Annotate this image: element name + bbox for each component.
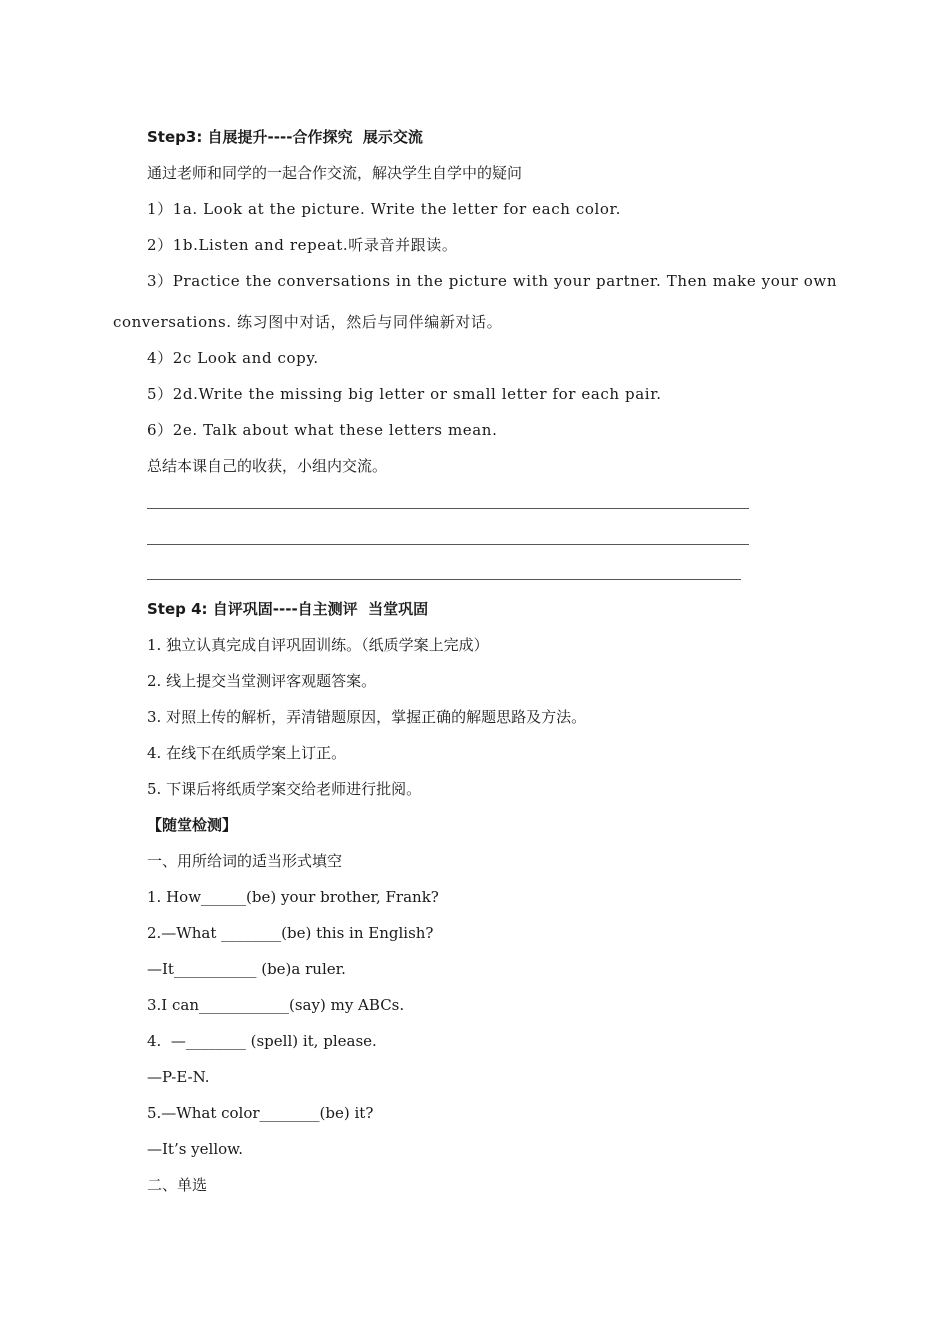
answer-line	[147, 508, 749, 509]
step4-item-5: 5. 下课后将纸质学案交给老师进行批阅。	[147, 780, 422, 798]
step4-item-2: 2. 线上提交当堂测评客观题答案。	[147, 672, 377, 690]
quiz-question-5-answer: —It’s yellow.	[147, 1140, 243, 1158]
step3-item-3-continued: conversations. 练习图中对话，然后与同伴编新对话。	[113, 313, 503, 331]
quiz-question-1: 1. How______(be) your brother, Frank?	[147, 888, 439, 906]
quiz-section-1-title: 一、用所给词的适当形式填空	[147, 852, 343, 870]
step3-item-2: 2）1b.Listen and repeat.听录音并跟读。	[147, 236, 458, 254]
quiz-question-2: 2.—What ________(be) this in English?	[147, 924, 434, 942]
answer-line	[147, 544, 749, 545]
step4-heading: Step 4: 自评巩固----自主测评 当堂巩固	[147, 600, 429, 618]
step3-summary: 总结本课自己的收获，小组内交流。	[147, 457, 388, 475]
step4-item-3: 3. 对照上传的解析，弄清错题原因，掌握正确的解题思路及方法。	[147, 708, 587, 726]
quiz-question-4-answer: —P-E-N.	[147, 1068, 210, 1086]
step3-item-1: 1）1a. Look at the picture. Write the letter for each color.	[147, 200, 621, 218]
step3-heading: Step3: 自展提升----合作探究 展示交流	[147, 128, 423, 146]
quiz-heading: 【随堂检测】	[147, 816, 238, 834]
step4-item-1: 1. 独立认真完成自评巩固训练。（纸质学案上完成）	[147, 636, 489, 654]
step3-item-3: 3）Practice the conversations in the picture with your partner. Then make your own	[147, 272, 838, 290]
step3-intro: 通过老师和同学的一起合作交流，解决学生自学中的疑问	[147, 164, 523, 182]
step3-item-4: 4）2c Look and copy.	[147, 349, 319, 367]
quiz-question-3: 3.I can____________(say) my ABCs.	[147, 996, 405, 1014]
step3-item-6: 6）2e. Talk about what these letters mean.	[147, 421, 498, 439]
quiz-question-2-answer: —It___________ (be)a ruler.	[147, 960, 346, 978]
quiz-question-5: 5.—What color________(be) it?	[147, 1104, 374, 1122]
step3-item-5: 5）2d.Write the missing big letter or small letter for each pair.	[147, 385, 662, 403]
quiz-section-2-title: 二、单选	[147, 1176, 208, 1194]
step4-item-4: 4. 在线下在纸质学案上订正。	[147, 744, 347, 762]
quiz-question-4: 4. —________ (spell) it, please.	[147, 1032, 377, 1050]
answer-line	[147, 579, 741, 580]
